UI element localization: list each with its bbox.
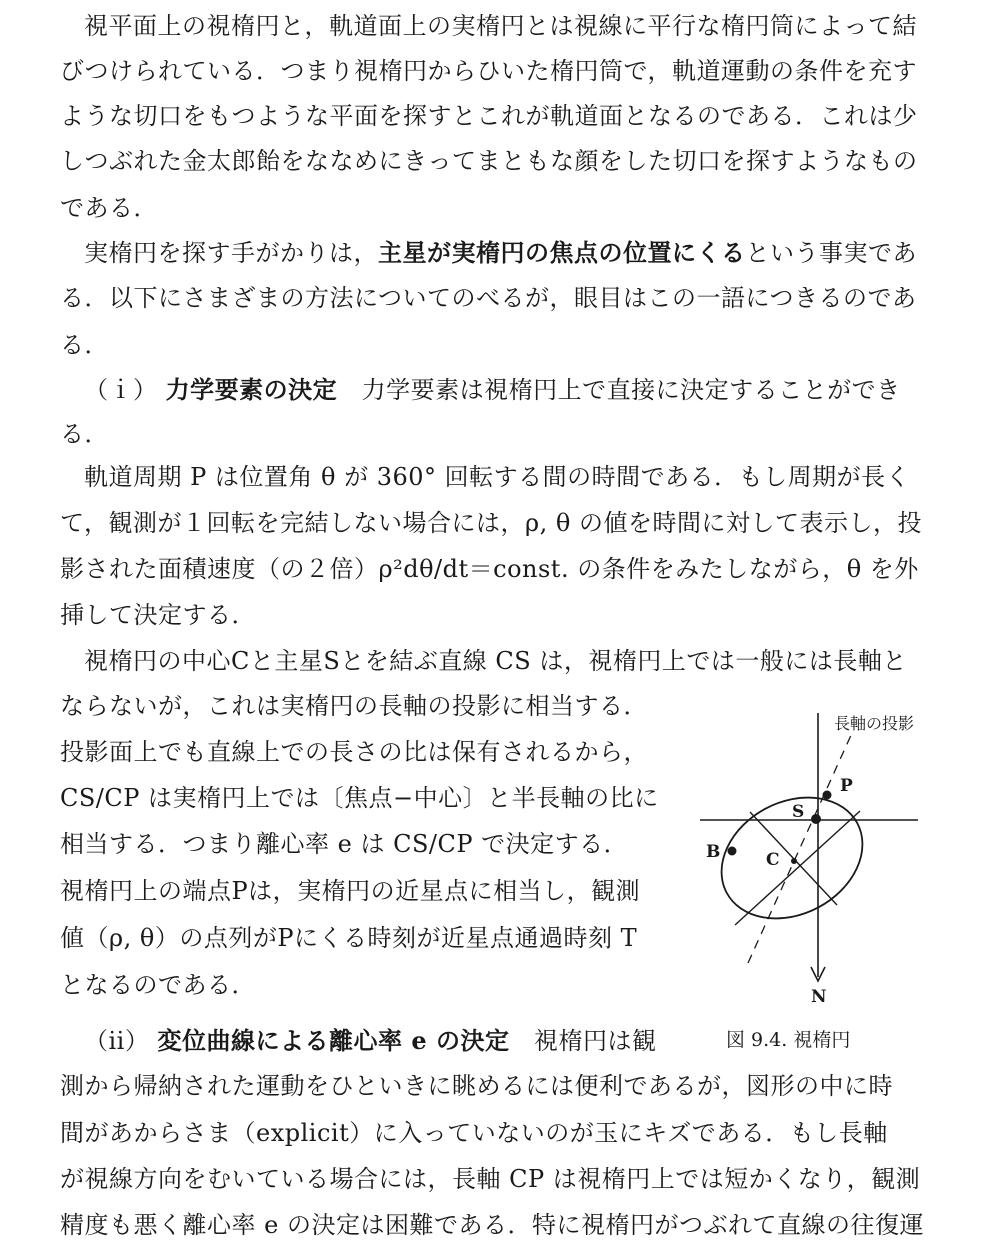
text-line: びつけられている．つまり視楕円からひいた楕円筒で，軌道運動の条件を充す — [60, 57, 918, 85]
emphasis-text: 主星が実楕円の焦点の位置にくる — [378, 238, 746, 267]
point-B-marker — [728, 847, 737, 856]
text-line: 精度も悪く離心率 e の決定は困難である．特に視楕円がつぶれて直線の往復運 — [60, 1211, 924, 1239]
text-line: 視楕円の中心Cと主星Sとを結ぶ直線 CS は，視楕円上では一般には長軸と — [84, 647, 907, 675]
text-line: 間があからさま（explicit）に入っていないのが玉にキズである．もし長軸 — [60, 1119, 888, 1147]
text-line: る． — [60, 420, 109, 448]
text-line: しつぶれた金太郎飴をななめにきってまともな顔をした切口を探すようなもの — [60, 147, 918, 175]
text-line: となるのである． — [60, 971, 256, 999]
point-P-label: P — [840, 776, 853, 796]
major-axis-projection-line — [748, 733, 852, 963]
text-run: 実楕円を探す手がかりは， — [84, 239, 378, 267]
text-line: 視楕円上の端点Pは，実楕円の近星点に相当し，観測 — [60, 877, 641, 905]
text-line: 相当する．つまり離心率 e は CS/CP で決定する． — [60, 830, 629, 858]
text-line: 挿して決定する． — [60, 601, 256, 629]
point-P-marker — [823, 791, 832, 800]
apparent-ellipse-figure — [690, 705, 960, 1005]
text-line: 軌道周期 P は位置角 θ が 360° 回転する間の時間である．もし周期が長く — [84, 463, 911, 491]
text-line: 測から帰納された運動をひといきに眺めるには便利であるが，図形の中に時 — [60, 1072, 893, 1100]
apparent-ellipse — [700, 774, 883, 942]
text-run: 力学要素は視楕円上で直接に決定することができ — [361, 376, 901, 404]
text-line: 値（ρ, θ）の点列がPにくる時刻が近星点通過時刻 T — [60, 924, 638, 952]
text-line: が視線方向をむいている場合には，長軸 CP は視楕円上では短かくなり，観測 — [60, 1165, 921, 1193]
point-S-label: S — [792, 802, 805, 822]
text-line: 投影面上でも直線上での長さの比は保有されるから， — [60, 738, 648, 766]
figure-caption: 図 9.4. 視楕円 — [726, 1029, 851, 1051]
section-number: （ｉ） — [84, 376, 158, 404]
text-line: である． — [60, 194, 158, 222]
text-line: 視平面上の視楕円と，軌道面上の実楕円とは視線に平行な楕円筒によって結 — [84, 12, 917, 40]
text-line — [84, 237, 917, 269]
text-line: ような切口をもつような平面を探すとこれが軌道面となるのである．これは少 — [60, 102, 918, 130]
text-line: ならないが，これは実楕円の長軸の投影に相当する． — [60, 692, 648, 720]
section-heading: 変位曲線による離心率 e の決定 — [157, 1026, 510, 1055]
text-run: という事実であ — [745, 239, 917, 267]
north-label: N — [811, 987, 827, 1005]
section-heading-line — [84, 1025, 656, 1057]
section-heading: 力学要素の決定 — [165, 375, 338, 404]
axis-projection-label: 長軸の投影 — [834, 714, 915, 733]
point-C-marker — [791, 858, 797, 864]
text-run: 視楕円は観 — [533, 1027, 657, 1055]
point-S-marker — [811, 814, 821, 824]
text-line: て，観測が１回転を完結しない場合には，ρ, θ の値を時間に対して表示し，投 — [60, 509, 922, 537]
text-line: CS/CP は実楕円上では〔焦点−中心〕と半長軸の比に — [60, 784, 659, 812]
ellipse-chord — [735, 811, 860, 925]
section-number: （ii） — [84, 1027, 150, 1055]
point-C-label: C — [766, 850, 780, 870]
text-line: る． — [60, 331, 109, 359]
text-line: る．以下にさまざまの方法についてのべるが，眼目はこの一語につきるのであ — [60, 284, 917, 312]
point-B-label: B — [706, 842, 721, 862]
text-line: 影された面積速度（の２倍）ρ²dθ/dt＝const. の条件をみたしながら，θ を外 — [60, 555, 919, 583]
section-heading-line — [84, 374, 901, 406]
